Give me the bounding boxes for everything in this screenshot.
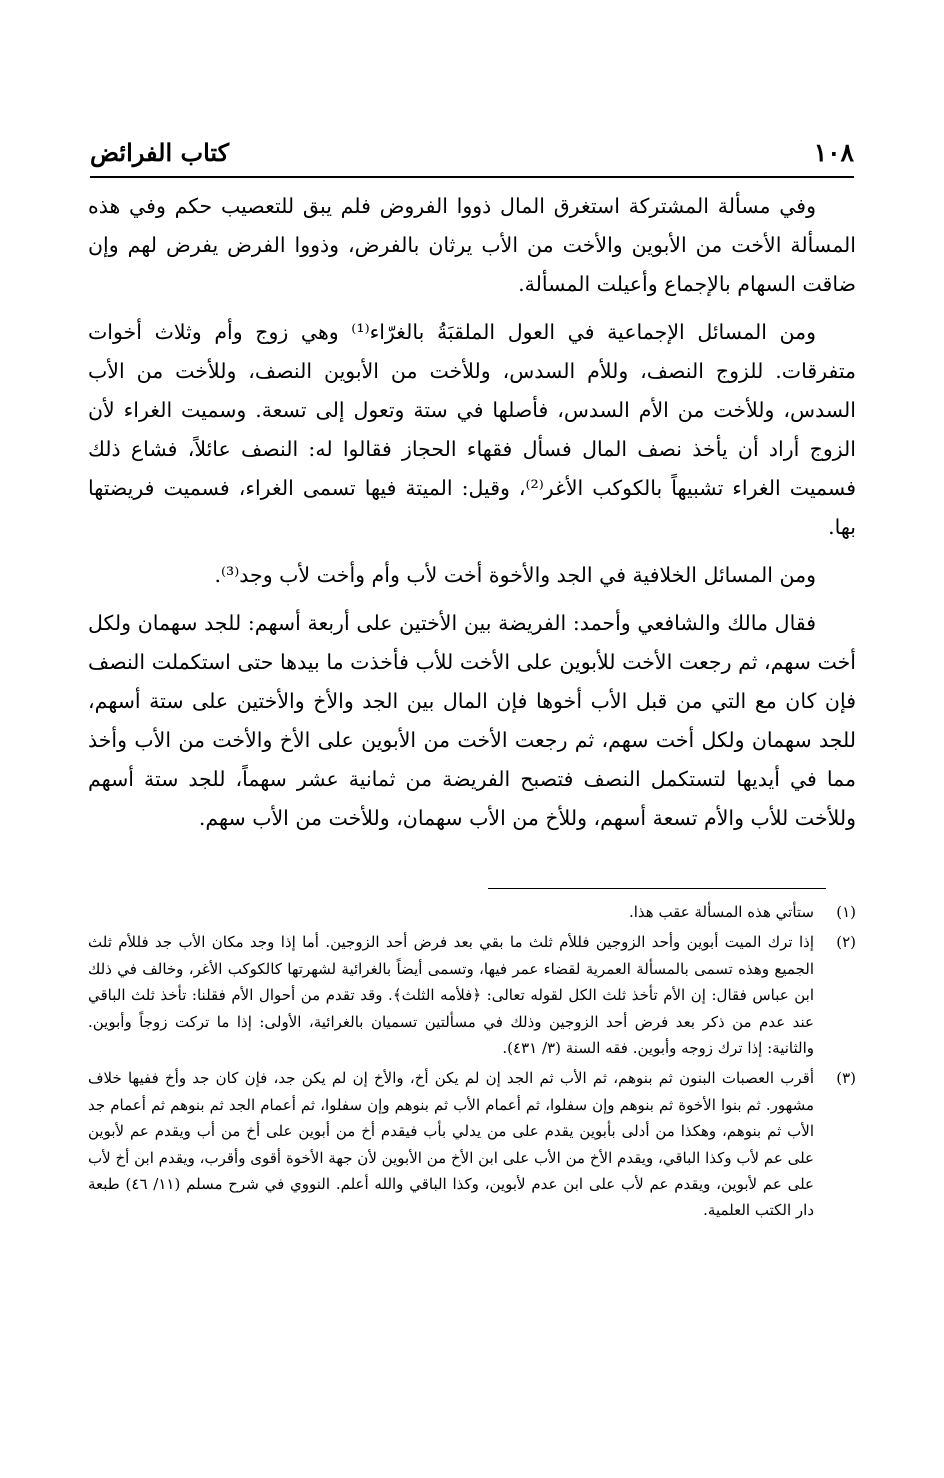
footnote (88, 899, 856, 925)
footnotes (88, 899, 856, 1228)
paragraph: وفي مسألة المشتركة استغرق المال ذووا الفروض فلم يبق للتعصيب حكم وفي هذه المسألة الأخت من الأبوين والأخت من الأب يرثان بالفرض، وذووا الفرض يفرض لهم وإن ضاقت السهام بالإجماع وأعيلت المسألة. (88, 194, 856, 296)
footnote (88, 929, 856, 1061)
footnote-text: أقرب العصبات البنون ثم بنوهم، ثم الأب ثم الجد إن لم يكن أخ، والأخ إن لم يكن جد، فإن كان جد وأخ ففيها خلاف مشهور. ثم بنوا الأخوة ثم بنوهم وإن سفلوا، ثم أعمام الأب ثم بنوهم وإن سفلوا، ثم أعمام الجد ثم بنوهم ثم أعمام جد الأب ثم بنوهم، وهكذا من أدلى بأبوين يقدم على من يدلي بأب فيقدم أخ من أبوين على أخ من أب ويقدم عم لأبوين على عم لأب وكذا الباقي، ويقدم الأخ من الأب على ابن الأخ من الأبوين لأن جهة الأخوة أقوى وأقرب، ويقدم ابن أخ لأب على عم لأبوين، ويقدم عم لأب على ابن عدم لأبوين، وكذا الباقي والله أعلم. النووي في شرح مسلم (١١/ ٤٦) طبعة دار الكتب العلمية. (88, 1069, 814, 1220)
main-text (88, 187, 856, 847)
footnote-number: (٣) (836, 1069, 856, 1088)
footnote-text: إذا ترك الميت أبوين وأحد الزوجين فللأم ثلث ما بقي بعد فرض أحد الزوجين. أما إذا وجد مكان الأب جد فللأم ثلث الجميع وهذه تسمى بالمسألة العمرية لقضاء عمر فيها، وتسمى أيضاً بالغرائية لشهرتها كالكوكب الأغر، وخالف في ذلك ابن عباس فقال: إن الأم تأخذ ثلث الكل لقوله تعالى: ﴿فلأمه الثلث﴾. وقد تقدم من أحوال الأم فقلنا: تأخذ ثلث الباقي عند عدم من ذكر بعد فرض أحد الزوجين وذلك في مسألتين تسميان بالغرائية، الأولى: إذا ما تركت زوجاً وأبوين. والثانية: إذا ترك زوجه وأبوين. فقه السنة (٣/ ٤٣١). (88, 933, 814, 1058)
running-header (90, 136, 854, 178)
footnote-text: ستأتي هذه المسألة عقب هذا. (628, 903, 814, 921)
page-number: ١٠٨ (813, 138, 854, 167)
footnote-separator (488, 888, 826, 889)
footnote-number: (١) (836, 903, 856, 921)
footnote (88, 1065, 856, 1223)
book-title: كتاب الفرائض (90, 138, 230, 167)
footnote-number: (٢) (836, 933, 856, 952)
paragraph: ومن المسائل الخلافية في الجد والأخوة أخت لأب وأم وأخت لأب وجد⁽³⁾. (214, 563, 816, 587)
paragraph: ومن المسائل الإجماعية في العول الملقبَةُ بالغرّاء⁽¹⁾ وهي زوج وأم وثلاث أخوات متفرقات. للزوج النصف، وللأم السدس، وللأخت من الأبوين النصف، وللأخت من الأب السدس، وللأخت من الأم السدس، فأصلها في ستة وتعول إلى تسعة. وسميت الغراء لأن الزوج أراد أن يأخذ نصف المال فسأل فقهاء الحجاز فقالوا له: النصف عائلاً، فشاع ذلك فسميت الغراء تشبيهاً بالكوكب الأغر⁽²⁾، وقيل: الميتة فيها تسمى الغراء، فسميت فريضتها بها. (88, 320, 856, 539)
paragraph: فقال مالك والشافعي وأحمد: الفريضة بين الأختين على أربعة أسهم: للجد سهمان ولكل أخت سهم، ثم رجعت الأخت للأبوين على الأخت للأب فأخذت ما بيدها حتى استكملت النصف فإن كان مع التي من قبل الأب أخوها فإن المال بين الجد والأخ والأختين على ستة أسهم، للجد سهمان ولكل أخت سهم، ثم رجعت الأخت من الأبوين على الأخ والأخت من الأب وأخذ مما في أيديها لتستكمل النصف فتصبح الفريضة من ثمانية عشر سهماً، للجد ستة أسهم وللأخت للأب والأم تسعة أسهم، وللأخ من الأب سهمان، وللأخت من الأب سهم. (88, 611, 856, 830)
